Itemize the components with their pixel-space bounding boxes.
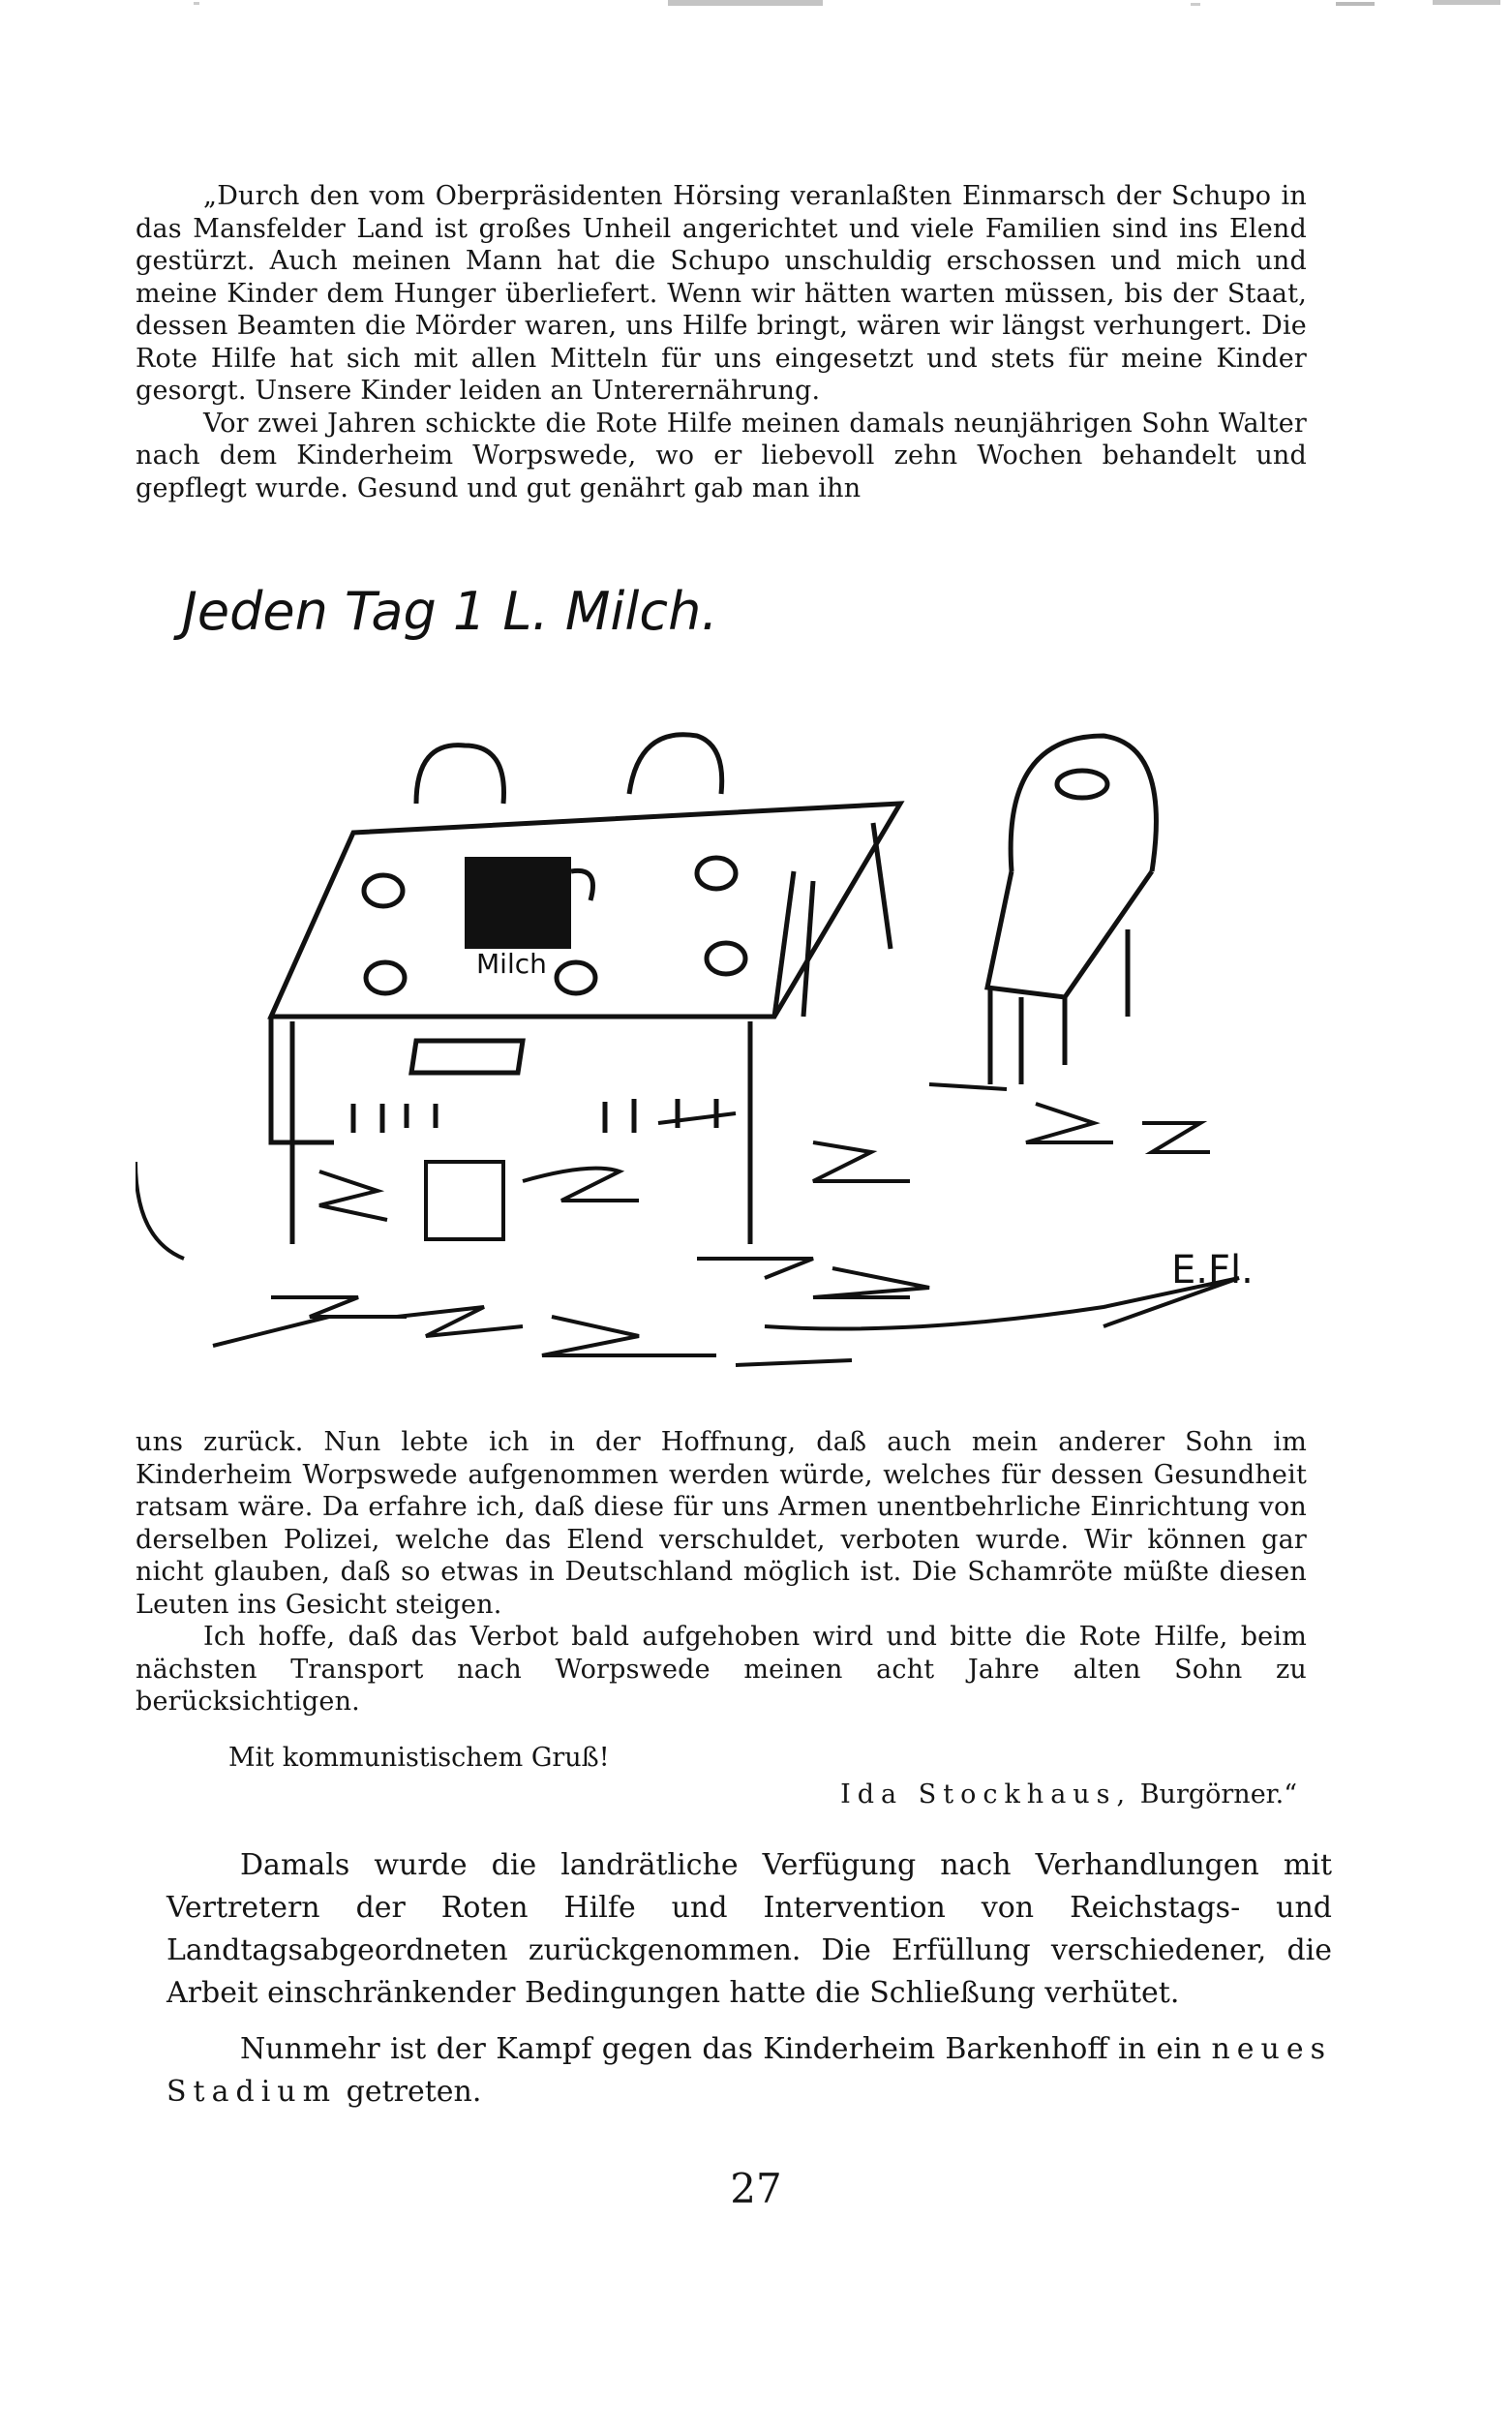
letter-paragraph-2: Vor zwei Jahren schickte die Rote Hilfe meinen damals neunjährigen Sohn Walter nach dem Kinderheim Worpswede, wo er liebevoll zehn Wochen behandelt und gepflegt wurde. Gesund und gut genährt gab man ihn: [136, 408, 1307, 503]
closing-paragraph-2: [166, 2028, 1332, 2114]
closing-paragraph-1: Damals wurde die landrätliche Verfügung nach Verhandlungen mit Vertretern der Roten Hilfe und Intervention von Reichstags- und Landtagsabgeordneten zurückgenommen. Die Erfüllung verschiedener, die Arbeit einschränkender Bedingungen hatte die Schließung verhütet.: [166, 1848, 1332, 2010]
signature-place: Burgörner.“: [1139, 1779, 1297, 1810]
artist-initials: E.Fl.: [1171, 1248, 1254, 1293]
letter-paragraph-4: Ich hoffe, daß das Verbot bald aufgehoben wird und bitte die Rote Hilfe, beim nächsten Transport nach Worpswede meinen acht Jahre alten Sohn zu berücksichtigen.: [136, 1622, 1307, 1717]
scan-noise: [0, 0, 1512, 19]
letter-greeting: Mit kommunistischem Gruß!: [228, 1743, 610, 1773]
back-chairs: [416, 735, 722, 804]
letter-upper: [136, 180, 1307, 504]
floor-lines: [136, 1084, 1239, 1365]
child-drawing: [136, 562, 1336, 1433]
jug-label: Milch: [476, 948, 547, 980]
letter-paragraph-1: „Durch den vom Oberpräsidenten Hörsing veranlaßten Einmarsch der Schupo in das Mansfelder Land ist großes Unheil angerichtet und viele Familien sind ins Elend gestürzt. Auch meinen Mann hat die Schupo unschuldig erschossen und mich und meine Kinder dem Hunger überliefert. Wenn wir hätten warten müssen, bis der Staat, dessen Beamten die Mörder waren, uns Hilfe bringt, wären wir längst verhungert. Die Rote Hilfe hat sich mit allen Mitteln für uns eingesetzt und stets für meine Kinder gesorgt. Unsere Kinder leiden an Unterernährung.: [136, 181, 1307, 406]
closing-paragraph-2-start: Nunmehr ist der Kampf gegen das Kinderheim Barkenhoff in ein: [240, 2032, 1202, 2066]
closing-text: [166, 1844, 1332, 2114]
closing-paragraph-2-end: getreten.: [346, 2075, 482, 2109]
page-number: 27: [730, 2165, 782, 2212]
letter-paragraph-3: uns zurück. Nun lebte ich in der Hoffnung, daß auch mein anderer Sohn im Kinderheim Worpswede aufgenommen werden würde, welches für dessen Gesundheit ratsam wäre. Da erfahre ich, daß diese für uns Armen unentbehrliche Einrichtung von derselben Polizei, welche das Elend verschuldet, verboten wurde. Wir können gar nicht glauben, daß so etwas in Deutschland möglich ist. Die Schamröte müßte diesen Leuten ins Gesicht steigen.: [136, 1427, 1307, 1620]
letter-lower: [136, 1426, 1307, 1718]
closing-paragraph-2-emphasis: neues Stadium: [166, 2032, 1332, 2109]
drawing-caption: Jeden Tag 1 L. Milch.: [182, 581, 718, 642]
letter-signature: [840, 1779, 1297, 1810]
side-chair: [987, 736, 1156, 1084]
signature-name: Ida Stockhaus,: [840, 1779, 1133, 1810]
